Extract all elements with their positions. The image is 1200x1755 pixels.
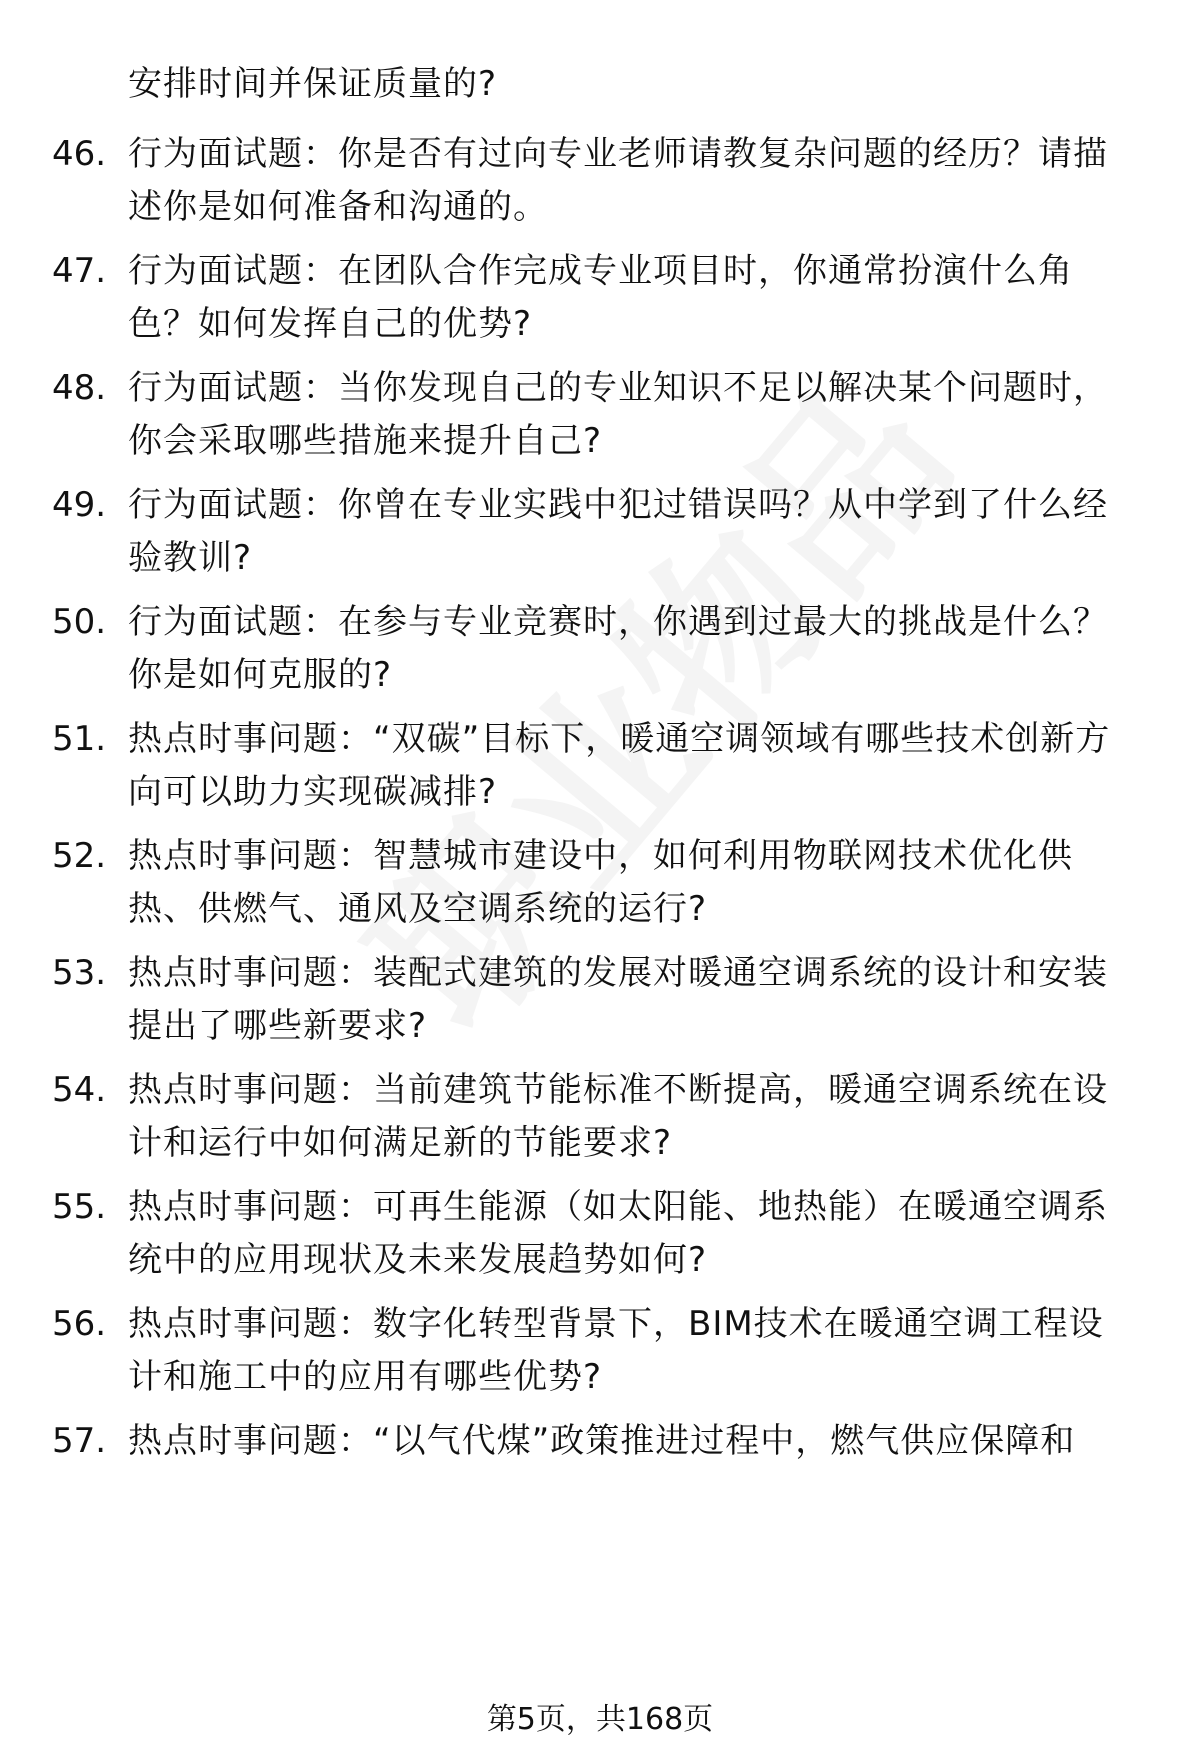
question-number: 46. <box>52 134 107 174</box>
page-footer: 第5页，共168页 <box>486 1702 714 1737</box>
question-number: 56. <box>52 1304 107 1344</box>
question-text: 热点时事问题：智慧城市建设中，如何利用物联网技术优化供热、供燃气、通风及空调系统的运行? <box>128 836 1073 929</box>
question-number: 51. <box>52 719 107 759</box>
question-number: 53. <box>52 953 107 993</box>
question-number: 50. <box>52 602 107 642</box>
question-text: 热点时事问题：“双碳”目标下，暖通空调领域有哪些技术创新方向可以助力实现碳减排? <box>128 719 1111 812</box>
question-number: 47. <box>52 251 107 291</box>
continuation-text: 安排时间并保证质量的? <box>128 64 498 104</box>
question-number: 57. <box>52 1421 107 1461</box>
question-text: 热点时事问题：可再生能源（如太阳能、地热能）在暖通空调系统中的应用现状及未来发展趋势如何? <box>128 1187 1108 1280</box>
question-number: 49. <box>52 485 107 525</box>
question-text: 热点时事问题：数字化转型背景下，BIM技术在暖通空调工程设计和施工中的应用有哪些优势? <box>128 1304 1104 1397</box>
question-text: 热点时事问题：“以气代煤”政策推进过程中，燃气供应保障和 <box>128 1421 1076 1461</box>
question-number: 55. <box>52 1187 107 1227</box>
question-number: 54. <box>52 1070 107 1110</box>
question-text: 行为面试题：你是否有过向专业老师请教复杂问题的经历？请描述你是如何准备和沟通的。 <box>128 134 1108 227</box>
question-number: 52. <box>52 836 107 876</box>
question-number: 48. <box>52 368 107 408</box>
question-text: 行为面试题：你曾在专业实践中犯过错误吗？从中学到了什么经验教训? <box>128 485 1108 578</box>
question-text: 热点时事问题：当前建筑节能标准不断提高，暖通空调系统在设计和运行中如何满足新的节能要求? <box>128 1070 1108 1163</box>
question-text: 热点时事问题：装配式建筑的发展对暖通空调系统的设计和安装提出了哪些新要求? <box>128 953 1108 1046</box>
question-text: 行为面试题：当你发现自己的专业知识不足以解决某个问题时，你会采取哪些措施来提升自己? <box>128 368 1108 461</box>
question-text: 行为面试题：在参与专业竞赛时，你遇到过最大的挑战是什么？你是如何克服的? <box>128 602 1108 695</box>
question-text: 行为面试题：在团队合作完成专业项目时，你通常扮演什么角色？如何发挥自己的优势? <box>128 251 1073 344</box>
